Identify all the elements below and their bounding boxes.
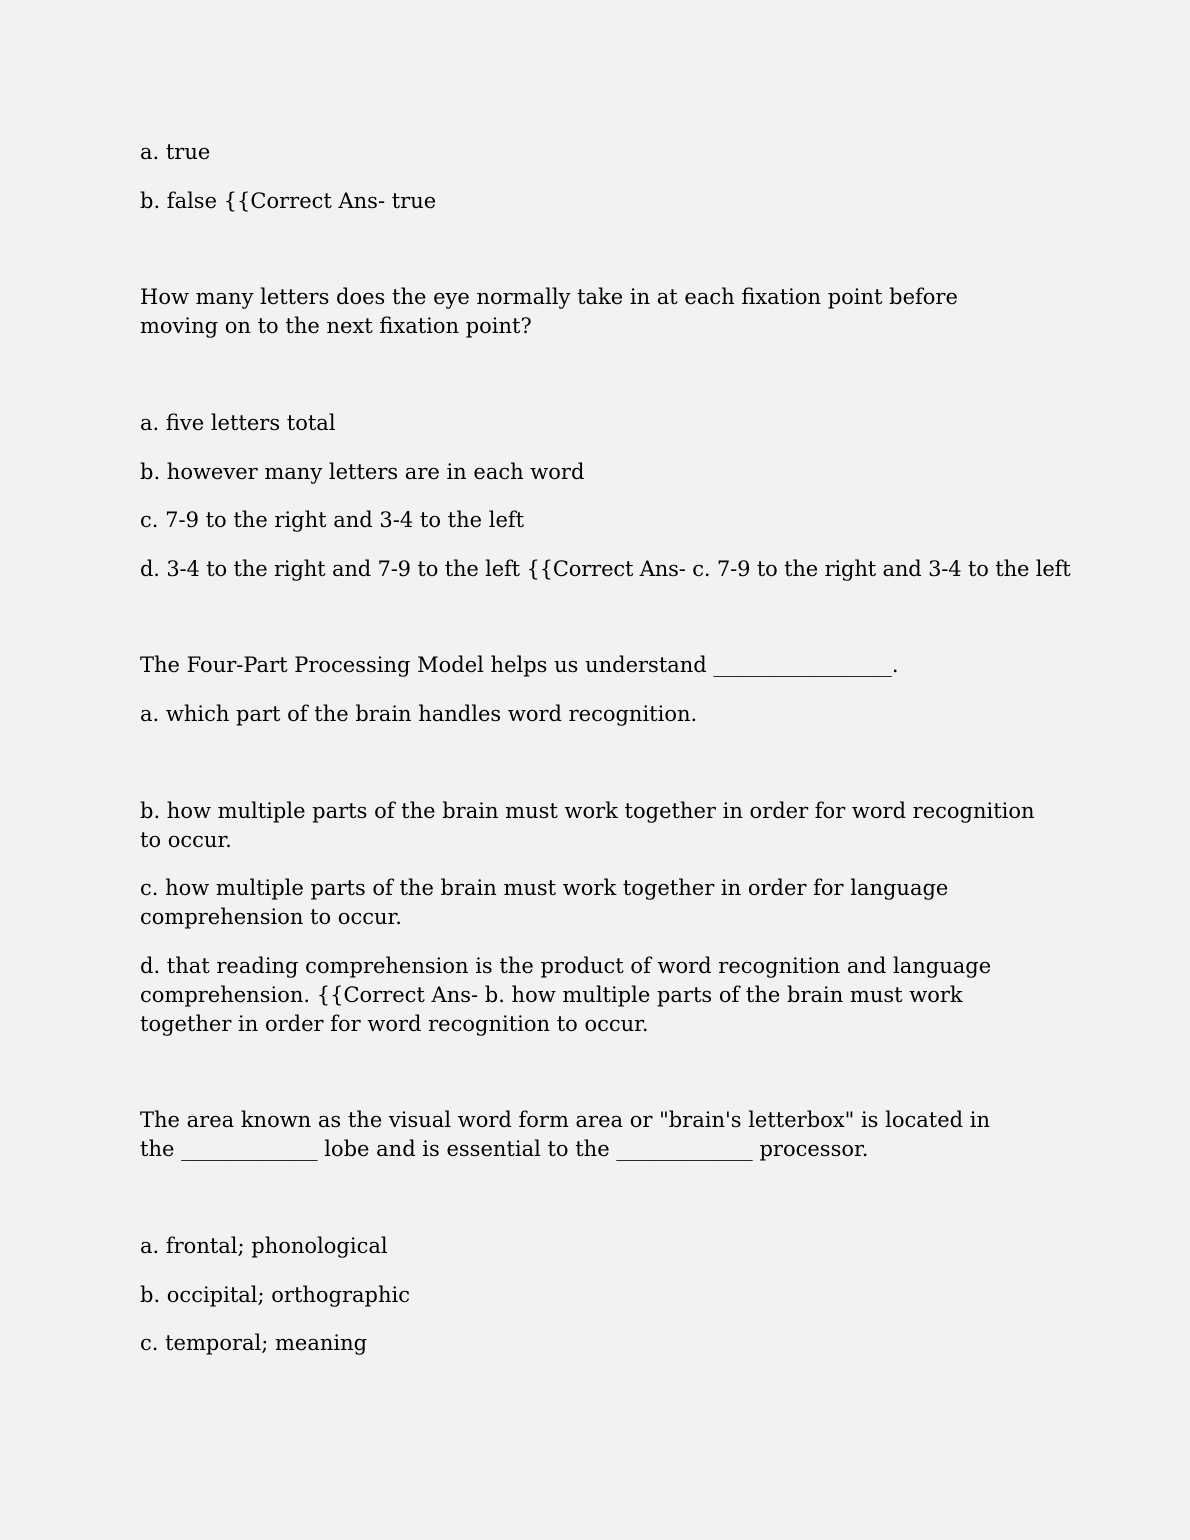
q1-option-b-with-answer: b. false {{Correct Ans- true	[140, 189, 437, 213]
q2-option-b: b. however many letters are in each word	[140, 460, 585, 484]
q2-option-a: a. five letters total	[140, 411, 336, 435]
q2-question: How many letters does the eye normally take in at each fixation point before moving on to the next fixation point?	[140, 285, 965, 338]
q3-option-d-with-answer: d. that reading comprehension is the product of word recognition and language comprehension. {{Correct Ans- b. how multiple parts of the brain must work together in order for word recognition to occur.	[140, 954, 998, 1036]
q4-option-a: a. frontal; phonological	[140, 1234, 388, 1258]
q2-option-c: c. 7-9 to the right and 3-4 to the left	[140, 508, 525, 532]
q4-question: The area known as the visual word form area or "brain's letterbox" is located in the _____________ lobe and is essential to the _____________ processor.	[140, 1108, 997, 1161]
q3-question: The Four-Part Processing Model helps us understand _________________.	[140, 653, 899, 677]
q4-option-b: b. occipital; orthographic	[140, 1283, 410, 1307]
q2-option-d-with-answer: d. 3-4 to the right and 7-9 to the left {{Correct Ans- c. 7-9 to the right and 3-4 to the left	[140, 557, 1071, 581]
q4-option-c: c. temporal; meaning	[140, 1331, 368, 1355]
q3-option-b: b. how multiple parts of the brain must work together in order for word recognition to occur.	[140, 799, 1042, 852]
q3-option-c: c. how multiple parts of the brain must work together in order for language comprehension to occur.	[140, 876, 956, 929]
q3-option-a: a. which part of the brain handles word recognition.	[140, 702, 698, 726]
q1-option-a: a. true	[140, 140, 211, 164]
